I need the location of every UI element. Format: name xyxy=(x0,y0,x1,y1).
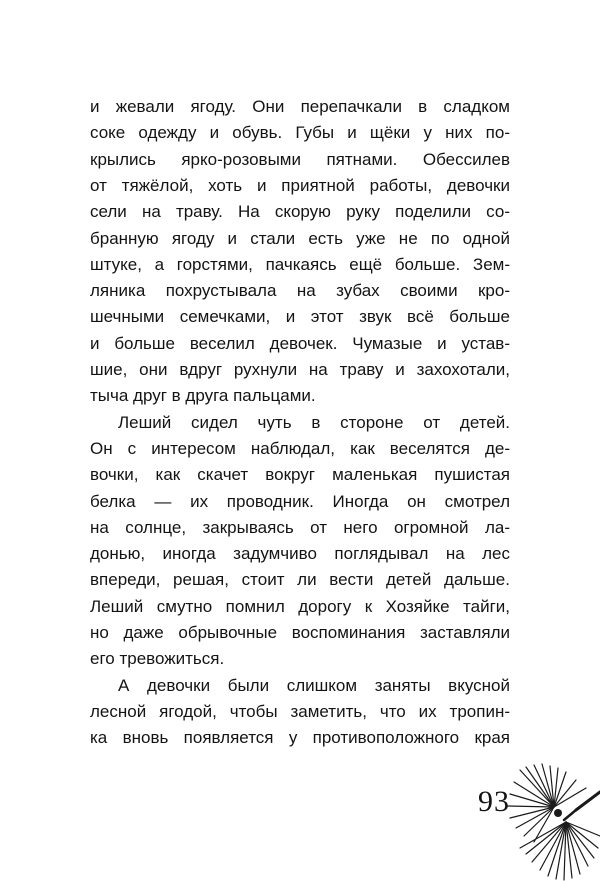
text-line: А девочки были слишком заняты вкусной xyxy=(118,675,510,695)
text-line: Леший сидел чуть в стороне от детей. xyxy=(118,412,510,432)
text-line: тыча друг в друга пальцами. xyxy=(90,386,316,406)
text-line: шечными семечками, и этот звук всё больше xyxy=(90,307,510,327)
text-line: штуке, а горстями, пачкаясь ещё больше. Зем- xyxy=(90,254,510,274)
text-line: но даже обрывочные воспоминания заставляли xyxy=(90,623,510,642)
text-line: сели на траву. На скорую руку поделили со- xyxy=(90,202,510,222)
text-line: соке одежду и обувь. Губы и щёки у них по- xyxy=(90,123,510,143)
text-line: Он с интересом наблюдал, как веселятся де- xyxy=(90,438,510,458)
text-line: донью, иногда задумчиво поглядывал на лес xyxy=(90,544,510,564)
text-line: ка вновь появляется у противоположного края xyxy=(90,728,510,748)
page-number: 93 xyxy=(478,785,510,818)
text-line: вочки, как скачет вокруг маленькая пушистая xyxy=(90,465,510,485)
text-line: шие, они вдруг рухнули на траву и захохотали, xyxy=(90,360,510,379)
text-line: от тяжёлой, хоть и приятной работы, девочки xyxy=(90,175,510,195)
text-line: белка — их проводник. Иногда он смотрел xyxy=(90,491,510,511)
text-line: и жевали ягоду. Они перепачкали в сладком xyxy=(90,97,510,116)
text-line: и больше веселил девочек. Чумазые и устав- xyxy=(90,333,510,353)
pine-branch-icon xyxy=(506,762,600,881)
text-line: Леший смутно помнил дорогу к Хозяйке тайги, xyxy=(90,596,510,616)
text-line: на солнце, закрываясь от него огромной ла- xyxy=(90,517,510,537)
text-line: впереди, решая, стоит ли вести детей дальше. xyxy=(90,570,510,590)
text-line: лесной ягодой, чтобы заметить, что их тропин- xyxy=(90,701,510,721)
text-line: ляника похрустывала на зубах своими кро- xyxy=(90,281,510,301)
text-line: крылись ярко-розовыми пятнами. Обессилев xyxy=(90,149,510,169)
text-line: бранную ягоду и стали есть уже не по одной xyxy=(90,228,510,248)
text-line: его тревожиться. xyxy=(90,649,225,669)
